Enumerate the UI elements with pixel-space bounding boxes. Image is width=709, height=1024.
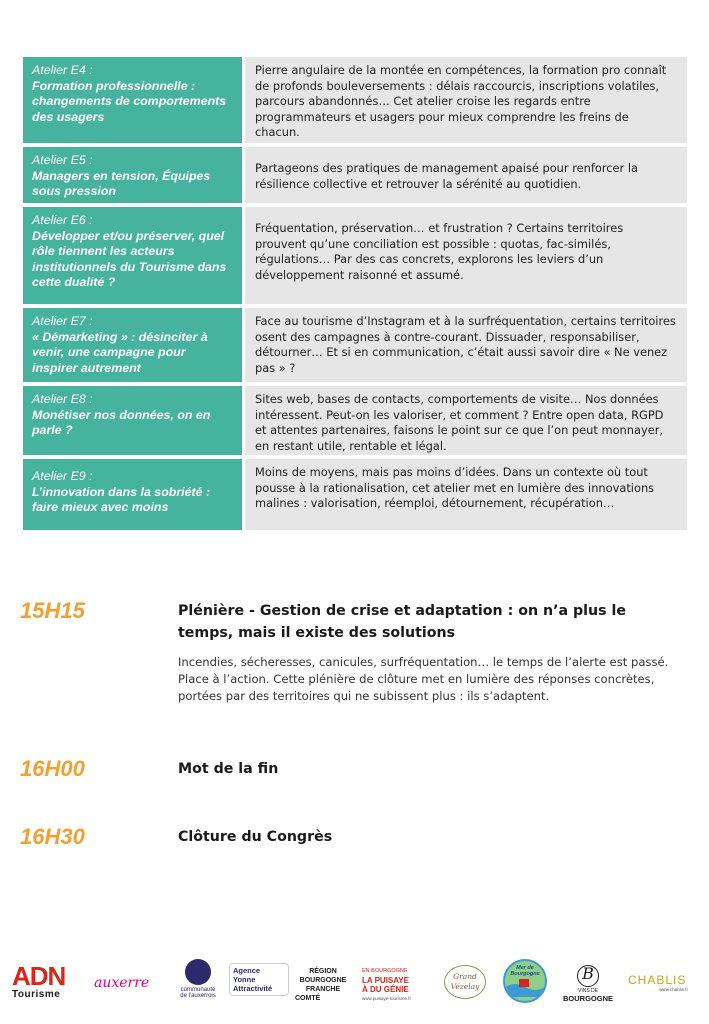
atelier-code: Atelier E6 :: [32, 213, 93, 227]
atelier-description: Sites web, bases de contacts, comportements de visite… Nos données intéressent. Peut-on les valoriser, et comment ? Entre open data, RGPD et attentes partenaires, faisons le point sur ce que l’on peut monnayer, en restant utile, rentable et légal.: [245, 386, 687, 455]
schedule-item-closing-words: [0, 756, 709, 786]
communaute-circle-icon: [185, 959, 211, 985]
atelier-title: Formation professionnelle : changements de comportements des usagers: [32, 78, 227, 124]
puisaye-url: www.puisaye-tourisme.fr: [362, 996, 412, 1001]
atelier-label: [23, 57, 242, 143]
vins-b-icon: B: [577, 965, 599, 987]
atelier-row: [23, 57, 687, 143]
schedule-time: 15H15: [20, 598, 85, 623]
region-bfc-logo: [295, 967, 351, 1003]
mer-wave-icon: [505, 977, 545, 997]
vezelay-line1: Grand: [453, 972, 477, 981]
chablis-name: CHABLIS: [628, 973, 687, 987]
vins-bourgogne-logo: [560, 965, 616, 1003]
atelier-title: Développer et/ou préserver, quel rôle tiennent les acteurs institutionnels du Tourisme dans cette dualité ?: [32, 228, 227, 290]
atelier-description: Face au tourisme d’Instagram et à la surfréquentation, certains territoires osent des campagnes à contre-courant. Dissuader, responsabiliser, détourner… Et si en communication, c’était aussi savoir dire « Ne venez pas » ?: [245, 308, 687, 382]
atelier-label: [23, 459, 242, 530]
agence-yonne-logo: [229, 963, 289, 996]
atelier-row: [23, 386, 687, 455]
atelier-label: [23, 207, 242, 304]
schedule-title: Clôture du Congrès: [178, 829, 333, 845]
agence-line1: Agence: [233, 966, 261, 975]
atelier-title: Monétiser nos données, on en parle ?: [32, 407, 211, 438]
adn-tourisme-logo: [12, 963, 72, 1000]
atelier-description: Partageons des pratiques de management apaisé pour renforcer la résilience collective et retrouver la sérénité au quotidien.: [245, 147, 687, 203]
atelier-title: « Démarketing » : désinciter à venir, une campagne pour inspirer autrement: [32, 329, 208, 375]
atelier-row: [23, 459, 687, 530]
chablis-url: www.chablis.fr: [659, 987, 688, 992]
atelier-title: L’innovation dans la sobriété : faire mieux avec moins: [32, 484, 211, 515]
agence-line3: Attractivité: [233, 984, 273, 993]
atelier-code: Atelier E4 :: [32, 63, 93, 77]
atelier-label: [23, 308, 242, 382]
region-line1: RÉGION: [309, 968, 337, 975]
puisaye-line3: À DU GÉNIE: [362, 985, 409, 994]
atelier-code: Atelier E7 :: [32, 314, 93, 328]
schedule-time: 16H00: [20, 756, 85, 781]
schedule-title: Plénière - Gestion de crise et adaptation : on n’a plus le temps, mais il existe des solutions: [178, 603, 626, 641]
atelier-code: Atelier E8 :: [32, 392, 93, 406]
communaute-auxerrois-logo: [176, 959, 220, 999]
puisaye-line1: EN BOURGOGNE: [362, 968, 408, 974]
vezelay-line2: Vézelay: [450, 982, 480, 991]
grand-vezelay-logo: [444, 965, 486, 999]
atelier-description: Fréquentation, préservation… et frustration ? Certains territoires prouvent qu’une conciliation est possible : quotas, fac-similés, régulations… Par des cas concrets, explorons les leviers d’un développement raisonné et assumé.: [245, 207, 687, 304]
adn-logo-mark: ADN: [12, 961, 66, 991]
atelier-row: [23, 207, 687, 304]
mer-logo-text: Mer de Bourgogne: [510, 965, 540, 977]
partner-logos: [0, 955, 709, 1015]
atelier-code: Atelier E5 :: [32, 153, 93, 167]
communaute-line2: de l'auxerrois: [180, 993, 216, 999]
auxerre-logo: auxerre: [94, 975, 150, 991]
atelier-description: Moins de moyens, mais pas moins d’idées. Dans un contexte où tout pousse à la rationalisation, cet atelier met en lumière des innovations malines : valorisation, réemploi, détournement, récupération…: [245, 459, 687, 530]
atelier-table: [23, 57, 687, 534]
atelier-row: [23, 308, 687, 382]
atelier-row: [23, 147, 687, 203]
vins-line1: VINS DE: [577, 988, 598, 994]
adn-logo-subtitle: Tourisme: [12, 989, 61, 1000]
region-line2: BOURGOGNE: [299, 977, 347, 984]
atelier-code: Atelier E9 :: [32, 469, 93, 483]
atelier-description: Pierre angulaire de la montée en compétences, la formation pro connaît de profonds bouleversements : délais raccourcis, inscriptions volatiles, parcours abandonnés… Cet atelier croise les regards entre programmateurs et usagers pour mieux comprendre les freins de chacun.: [245, 57, 687, 143]
mer-de-bourgogne-logo: [503, 959, 547, 1003]
vins-line2: BOURGOGNE: [562, 994, 613, 1003]
schedule-time: 16H30: [20, 824, 85, 849]
region-line3: FRANCHE: [305, 986, 341, 993]
schedule-item-plenary: [0, 598, 709, 718]
schedule-description: Incendies, sécheresses, canicules, surfréquentation… le temps de l’alerte est passé. Place à l’action. Cette plénière de clôture met en lumière des réponses concrètes, portées par des territoires qui ne subissent plus : ils s’adaptent.: [178, 655, 669, 703]
schedule-title: Mot de la fin: [178, 761, 279, 777]
region-line4: COMTÉ: [295, 995, 321, 1002]
agence-line2: Yonne: [233, 975, 256, 984]
puisaye-logo: [362, 967, 432, 1003]
chablis-logo: [628, 973, 696, 992]
puisaye-line2: LA PUISAYE: [362, 976, 409, 985]
atelier-title: Managers en tension, Équipes sous pression: [32, 168, 211, 199]
atelier-label: [23, 147, 242, 203]
schedule-item-closing: [0, 824, 709, 854]
atelier-label: [23, 386, 242, 455]
communaute-line1: communauté: [180, 987, 216, 993]
